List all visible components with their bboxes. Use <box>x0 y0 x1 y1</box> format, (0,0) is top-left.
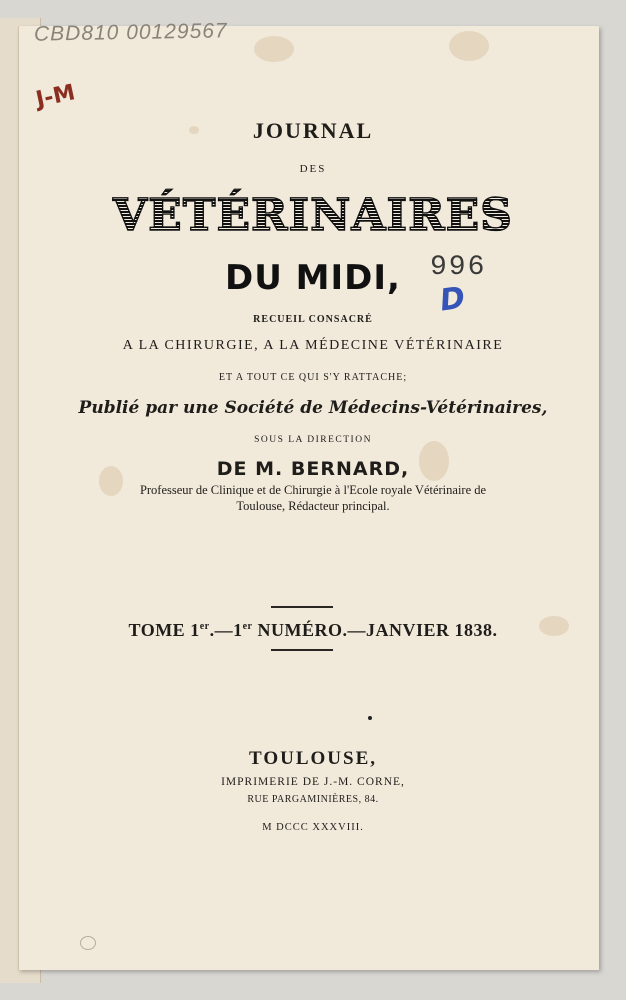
issue-tome-sup: er <box>199 621 210 632</box>
issue-numero: .—1 <box>209 620 243 640</box>
director-title-line1: Professeur de Clinique et de Chirurgie à l'Ecole royale Vétérinaire de <box>139 483 487 497</box>
direction-label: SOUS LA DIRECTION <box>254 435 372 445</box>
issue-line <box>0 620 626 641</box>
issue-date: NUMÉRO.—JANVIER 1838. <box>252 620 498 640</box>
shelf-number: 996 <box>430 252 487 283</box>
title-veterinaires: VÉTÉRINAIRES <box>0 190 626 241</box>
issue-tome: TOME 1 <box>128 620 200 640</box>
director-name: DE M. BERNARD, <box>216 458 410 480</box>
corner-pencil-mark <box>80 936 96 950</box>
pencil-call-number: CBD810 00129567 <box>33 19 228 46</box>
title-journal: JOURNAL <box>252 118 374 143</box>
rule-bottom <box>271 649 333 651</box>
imprint-city: TOULOUSE, <box>249 748 377 769</box>
ornament-dot <box>368 716 372 720</box>
issue-numero-sup: er <box>242 621 253 632</box>
subtitle-chirurgie: A LA CHIRURGIE, A LA MÉDECINE VÉTÉRINAIRE <box>122 338 504 353</box>
imprint-printer: IMPRIMERIE DE J.-M. CORNE, <box>221 776 405 788</box>
foxing-stain <box>449 31 489 61</box>
foxing-stain <box>254 36 294 62</box>
subtitle-rattache: ET A TOUT CE QUI S'Y RATTACHE; <box>218 372 408 383</box>
title-des: DES <box>299 163 327 175</box>
rule-top <box>271 606 333 608</box>
publisher-society: Publié par une Société de Médecins-Vétérinaires, <box>78 398 548 418</box>
imprint-street: RUE PARGAMINIÈRES, 84. <box>247 794 379 805</box>
subtitle-recueil: RECUEIL CONSACRÉ <box>253 314 373 325</box>
imprint-year: M DCCC XXXVIII. <box>262 822 364 833</box>
title-du-midi: DU MIDI, <box>225 258 401 298</box>
director-title-line2: Toulouse, Rédacteur principal. <box>236 499 390 513</box>
library-stamp: J-M <box>33 80 78 113</box>
blue-pencil-mark: D <box>437 280 468 319</box>
